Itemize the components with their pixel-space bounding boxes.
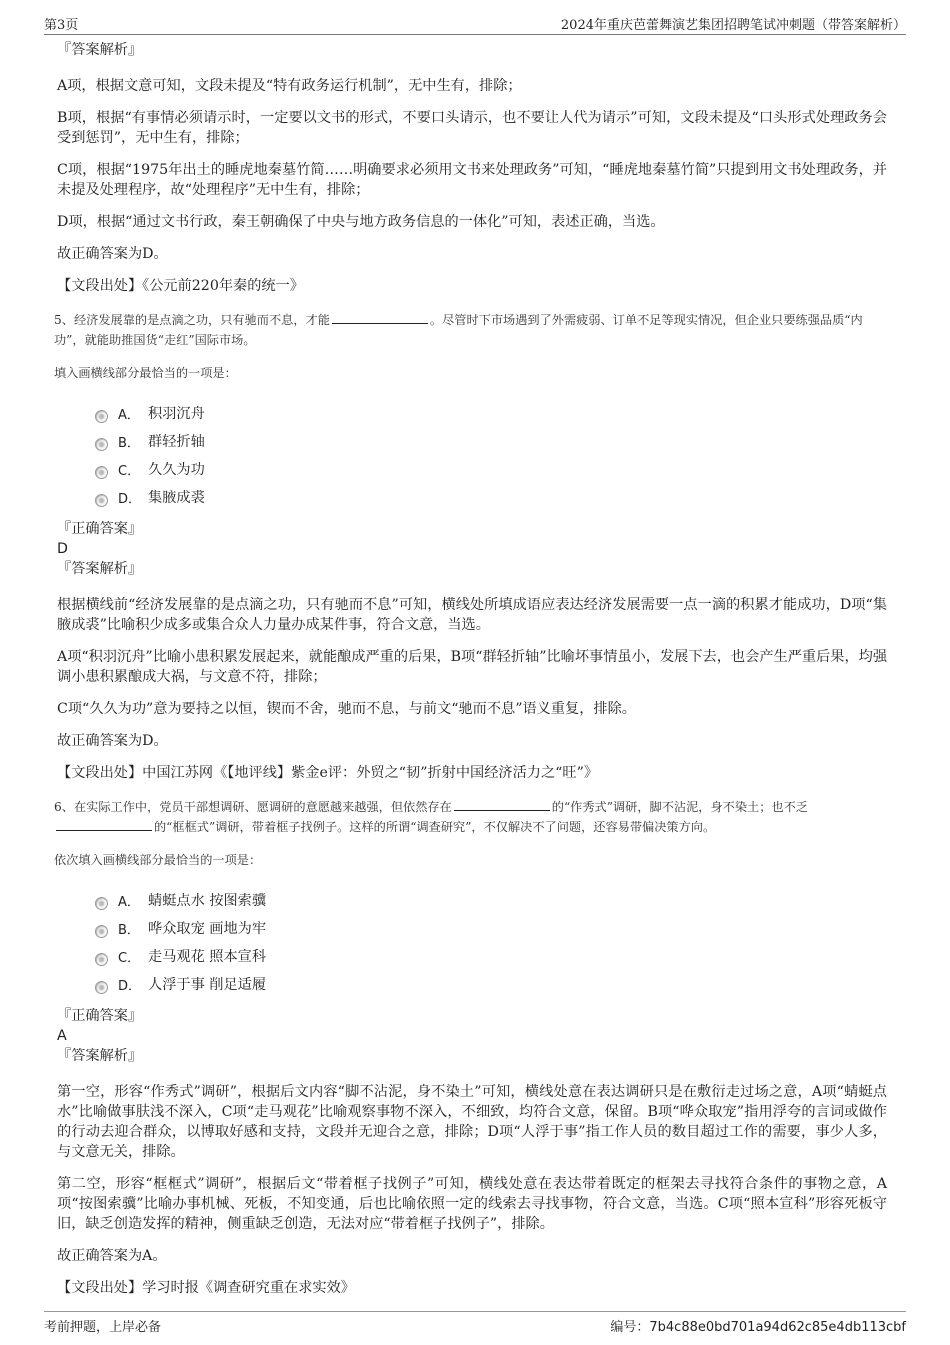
option-d[interactable]: D． 人浮于事 削足适履 [95,970,887,998]
question-6-prompt: 依次填入画横线部分最恰当的一项是： [54,853,262,867]
radio-icon[interactable] [95,897,108,910]
analysis-paragraph: A项“积羽沉舟”比喻小患积累发展起来，就能酿成严重的后果，B项“群轻折轴”比喻坏事情虽小，发展下去，也会产生严重后果，均强调小患积累酿成大祸，与文意不符，排除； [57,649,888,685]
option-d[interactable]: D． 集腋成裘 [95,483,887,511]
radio-icon[interactable] [95,953,108,966]
correct-answer: D [57,541,68,557]
question-6-text: 6、在实际工作中，党员干部想调研、愿调研的意愿越来越强，但依然存在 的“作秀式”调研，脚不沾泥，身不染土；也不乏 的“框框式”调研，带着框子找例子。这样的所谓“调查研究”，不仅解决不了问题，还容易带偏决策方向。 [54,800,808,834]
option-a[interactable]: A． 积羽沉舟 [95,399,887,427]
analysis-paragraph: C项，根据“1975年出土的睡虎地秦墓竹简……明确要求必须用文书来处理政务”可知，“睡虎地秦墓竹简”只提到用文书处理政务，并未提及处理程序，故“处理程序”无中生有，排除； [57,162,887,198]
document-code: 编号：7b4c88e0bd701a94d62c85e4db113cbf [610,1320,906,1335]
radio-icon[interactable] [95,494,108,507]
radio-icon[interactable] [95,438,108,451]
fill-blank [332,311,428,324]
option-b[interactable]: B． 群轻折轴 [95,427,887,455]
correct-answer-tag: 『正确答案』 [57,1008,143,1024]
question-5-text: 5、经济发展靠的是点滴之功，只有驰而不息，才能 。尽管时下市场遇到了外需疲弱、订单不足等现实情况，但企业只要练强品质“内功”，就能助推国货“走红”国际市场。 [54,313,863,347]
analysis-paragraph: C项“久久为功”意为要持之以恒，锲而不舍，驰而不息，与前文“驰而不息”语义重复，排除。 [57,701,636,717]
analysis-tag: 『答案解析』 [57,42,143,58]
analysis-paragraph: 根据横线前“经济发展靠的是点滴之功，只有驰而不息”可知，横线处所填成语应表达经济发展需要一点一滴的积累才能成功，D项“集腋成裘”比喻积少成多或集合众人力量办成某件事，符合文意，当选。 [57,597,887,633]
analysis-tag: 『答案解析』 [57,1048,143,1064]
analysis-paragraph: 第二空，形容“框框式”调研”，根据后文“带着框子找例子”可知，横线处意在表达带着既定的框架去寻找符合条件的事物之意，A项“按图索骥”比喻办事机械、死板，不知变通，后也比喻依照一定的线索去寻找事物，符合文意，当选。C项“照本宣科”形容死板守旧，缺乏创造发挥的精神，侧重缺乏创造，无法对应“带着框子找例子”，排除。 [57,1176,887,1232]
correct-answer: A [57,1028,67,1044]
page-number: 第3页 [44,18,79,33]
correct-answer-tag: 『正确答案』 [57,521,143,537]
analysis-paragraph: 第一空，形容“作秀式”调研”，根据后文内容“脚不沾泥，身不染土”可知，横线处意在表达调研只是在敷衍走过场之意，A项“蜻蜓点水”比喻做事肤浅不深入，C项“走马观花”比喻观察事物不深入，不细致，均符合文意，保留。B项“哗众取宠”指用浮夸的言词或做作的行动去迎合群众，以博取好感和支持，文段并无迎合之意，排除；D项“人浮于事”指工作人员的数目超过工作的需要，事少人多，与文意无关，排除。 [57,1084,887,1160]
footer-slogan: 考前押题，上岸必备 [44,1320,162,1335]
analysis-tag: 『答案解析』 [57,561,143,577]
fill-blank [454,798,550,811]
radio-icon[interactable] [95,981,108,994]
analysis-paragraph: A项，根据文意可知，文段未提及“特有政务运行机制”，无中生有，排除； [57,78,522,94]
page-content [54,40,888,1312]
radio-icon[interactable] [95,410,108,423]
conclusion: 故正确答案为D。 [57,246,168,262]
document-title: 2024年重庆芭蕾舞演艺集团招聘笔试冲刺题（带答案解析） [560,18,906,33]
option-c[interactable]: C． 久久为功 [95,455,887,483]
analysis-paragraph: B项，根据“有事情必须请示时，一定要以文书的形式，不要口头请示，也不要让人代为请示”可知，文段未提及“口头形式处理政务会受到惩罚”，无中生有，排除； [57,110,887,146]
option-a[interactable]: A． 蜻蜓点水 按图索骥 [95,886,887,914]
conclusion: 故正确答案为A。 [57,1248,167,1264]
radio-icon[interactable] [95,466,108,479]
source-note: 【文段出处】《公元前220年秦的统一》 [57,278,304,294]
analysis-paragraph: D项，根据“通过文书行政，秦王朝确保了中央与地方政务信息的一体化”可知，表述正确，当选。 [57,214,665,230]
conclusion: 故正确答案为D。 [57,733,168,749]
question-6-options [95,886,887,998]
page-header [44,12,906,35]
question-5-prompt: 填入画横线部分最恰当的一项是： [54,366,237,380]
option-b[interactable]: B． 哗众取宠 画地为牢 [95,914,887,942]
source-note: 【文段出处】中国江苏网《【地评线】紫金e评：外贸之“韧”折射中国经济活力之“旺”》 [57,765,599,781]
radio-icon[interactable] [95,925,108,938]
option-c[interactable]: C． 走马观花 照本宣科 [95,942,887,970]
question-5-options [95,399,887,511]
source-note: 【文段出处】学习时报《调查研究重在求实效》 [57,1280,355,1296]
fill-blank [56,818,152,831]
page-footer [44,1311,906,1336]
